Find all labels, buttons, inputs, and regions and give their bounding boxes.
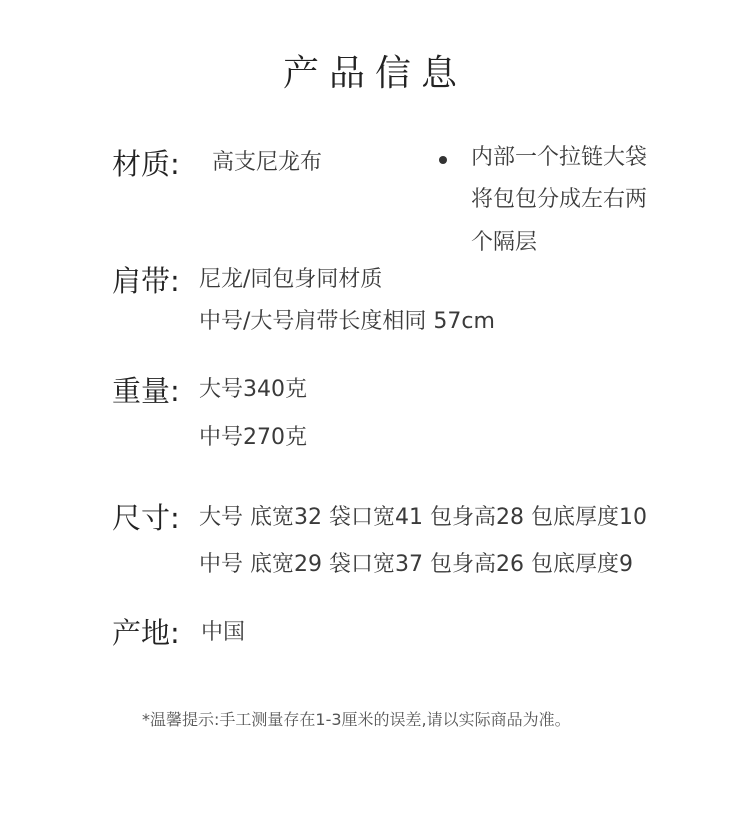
material-value: 高支尼龙布 bbox=[212, 150, 323, 175]
weight-label: 重量: bbox=[112, 374, 180, 408]
size-line-1: 大号 底宽32 袋口宽41 包身高28 包底厚度10 bbox=[199, 505, 647, 530]
material-bullet-line-2: 将包包分成左右两 bbox=[471, 187, 648, 212]
weight-line-2: 中号270克 bbox=[199, 425, 307, 450]
origin-label: 产地: bbox=[112, 616, 180, 650]
page-title: 产品信息 bbox=[282, 53, 467, 94]
material-bullet-line-3: 个隔层 bbox=[471, 230, 538, 255]
origin-value: 中国 bbox=[201, 620, 246, 645]
size-label: 尺寸: bbox=[112, 501, 180, 535]
weight-line-1: 大号340克 bbox=[199, 377, 307, 402]
disclaimer-note: *温馨提示:手工测量存在1-3厘米的误差,请以实际商品为准。 bbox=[142, 710, 571, 729]
strap-line-1: 尼龙/同包身同材质 bbox=[199, 267, 383, 292]
size-line-2: 中号 底宽29 袋口宽37 包身高26 包底厚度9 bbox=[199, 552, 633, 577]
material-label: 材质: bbox=[112, 147, 180, 181]
strap-label: 肩带: bbox=[112, 264, 180, 298]
material-bullet-line-1: 内部一个拉链大袋 bbox=[471, 145, 648, 170]
strap-line-2: 中号/大号肩带长度相同 57cm bbox=[199, 309, 495, 334]
bullet-icon bbox=[439, 156, 447, 164]
